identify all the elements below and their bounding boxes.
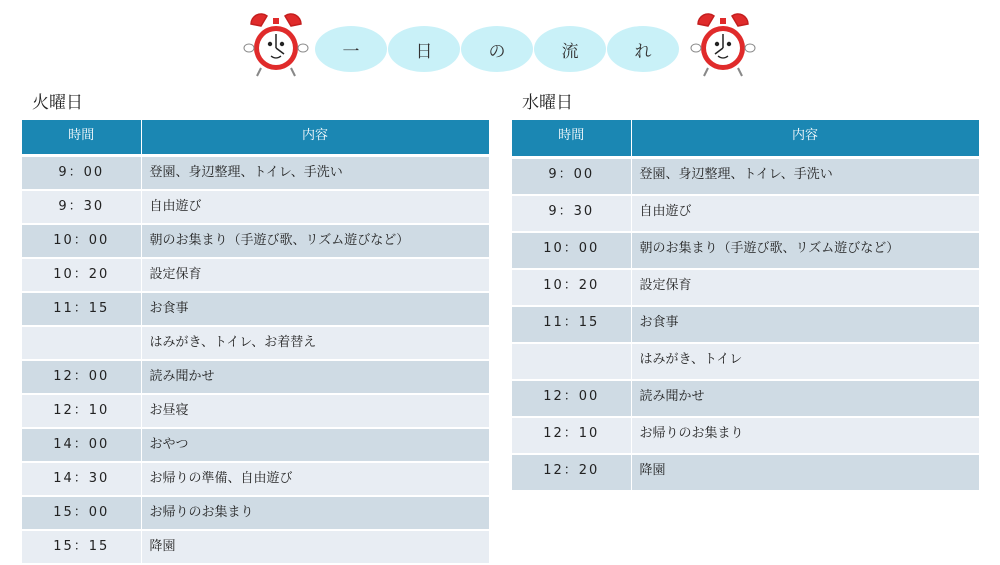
content-cell: お食事 — [631, 306, 979, 343]
table-row — [22, 530, 489, 564]
content-cell: お帰りの準備、自由遊び — [141, 462, 489, 496]
content-cell: 降園 — [141, 530, 489, 564]
table-row — [22, 258, 489, 292]
title-bubble-1: 一 — [315, 26, 387, 72]
table-row — [22, 292, 489, 326]
table-row — [22, 462, 489, 496]
table-row — [512, 158, 979, 196]
table-row — [22, 326, 489, 360]
title-bubble-2: 日 — [388, 26, 460, 72]
time-cell: 10：20 — [512, 269, 631, 306]
time-cell — [22, 326, 141, 360]
time-cell: 11：15 — [512, 306, 631, 343]
content-cell: 朝のお集まり（手遊び歌、リズム遊びなど） — [631, 232, 979, 269]
time-cell: 14：30 — [22, 462, 141, 496]
column-header-content: 内容 — [141, 120, 489, 156]
content-cell: 降園 — [631, 454, 979, 491]
content-cell: 自由遊び — [631, 195, 979, 232]
time-cell: 15：00 — [22, 496, 141, 530]
column-header-time: 時間 — [22, 120, 141, 156]
time-cell: 11：15 — [22, 292, 141, 326]
table-row — [512, 380, 979, 417]
time-cell: 9：00 — [22, 156, 141, 191]
table-row — [22, 156, 489, 191]
time-cell: 9：30 — [22, 190, 141, 224]
time-cell: 12：00 — [512, 380, 631, 417]
table-row — [512, 269, 979, 306]
content-cell: 設定保育 — [141, 258, 489, 292]
table-row — [22, 360, 489, 394]
time-cell: 14：00 — [22, 428, 141, 462]
table-row — [512, 454, 979, 491]
time-cell: 12：20 — [512, 454, 631, 491]
table-header-row — [512, 120, 979, 158]
table-row — [22, 496, 489, 530]
content-cell: 読み聞かせ — [631, 380, 979, 417]
column-header-content: 内容 — [631, 120, 979, 158]
content-cell: 登園、身辺整理、トイレ、手洗い — [141, 156, 489, 191]
time-cell — [512, 343, 631, 380]
content-cell: 自由遊び — [141, 190, 489, 224]
time-cell: 10：00 — [22, 224, 141, 258]
table-row — [22, 190, 489, 224]
alarm-clock-icon — [243, 10, 309, 82]
table-row — [22, 224, 489, 258]
title-row — [0, 10, 1000, 84]
time-cell: 10：00 — [512, 232, 631, 269]
time-cell: 15：15 — [22, 530, 141, 564]
table-row — [22, 428, 489, 462]
column-header-time: 時間 — [512, 120, 631, 158]
content-cell: 設定保育 — [631, 269, 979, 306]
tuesday-schedule-table — [22, 120, 490, 565]
content-cell: はみがき、トイレ、お着替え — [141, 326, 489, 360]
time-cell: 12：10 — [512, 417, 631, 454]
content-cell: 登園、身辺整理、トイレ、手洗い — [631, 158, 979, 196]
time-cell: 12：00 — [22, 360, 141, 394]
table-header-row — [22, 120, 489, 156]
title-bubble-3: の — [461, 26, 533, 72]
wednesday-schedule-table — [512, 120, 980, 492]
content-cell: お昼寝 — [141, 394, 489, 428]
time-cell: 10：20 — [22, 258, 141, 292]
tuesday-label: 火曜日 — [32, 93, 83, 113]
time-cell: 12：10 — [22, 394, 141, 428]
table-row — [512, 195, 979, 232]
table-row — [512, 343, 979, 380]
alarm-clock-icon — [690, 10, 756, 82]
content-cell: お食事 — [141, 292, 489, 326]
content-cell: 朝のお集まり（手遊び歌、リズム遊びなど） — [141, 224, 489, 258]
content-cell: お帰りのお集まり — [631, 417, 979, 454]
wednesday-label: 水曜日 — [522, 93, 573, 113]
table-row — [22, 394, 489, 428]
content-cell: はみがき、トイレ — [631, 343, 979, 380]
title-bubble-5: れ — [607, 26, 679, 72]
table-row — [512, 417, 979, 454]
table-row — [512, 306, 979, 343]
content-cell: おやつ — [141, 428, 489, 462]
time-cell: 9：00 — [512, 158, 631, 196]
table-row — [512, 232, 979, 269]
content-cell: 読み聞かせ — [141, 360, 489, 394]
time-cell: 9：30 — [512, 195, 631, 232]
title-bubble-4: 流 — [534, 26, 606, 72]
content-cell: お帰りのお集まり — [141, 496, 489, 530]
